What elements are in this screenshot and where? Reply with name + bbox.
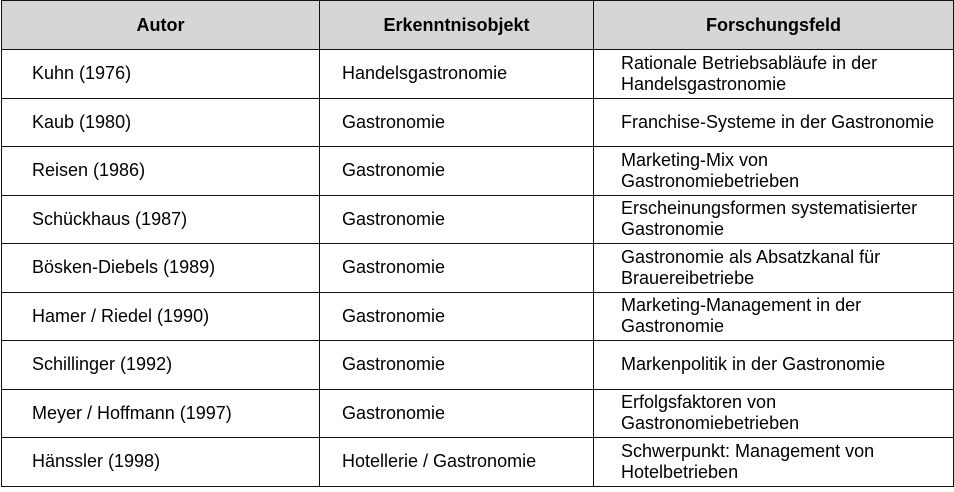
table-row <box>2 389 954 438</box>
author-cell: Bösken-Diebels (1989) <box>2 244 320 293</box>
author-cell: Kaub (1980) <box>2 98 320 147</box>
object-cell: Gastronomie <box>320 98 594 147</box>
table-row <box>2 50 954 99</box>
author-cell: Reisen (1986) <box>2 147 320 196</box>
field-cell: Rationale Betriebsabläufe in der Handelsgastronomie <box>594 50 954 99</box>
author-cell: Schückhaus (1987) <box>2 195 320 244</box>
object-cell: Gastronomie <box>320 244 594 293</box>
field-cell: Erfolgsfaktoren von Gastronomiebetrieben <box>594 389 954 438</box>
table-row <box>2 292 954 341</box>
author-cell: Schillinger (1992) <box>2 341 320 390</box>
object-cell: Handelsgastronomie <box>320 50 594 99</box>
field-cell: Markenpolitik in der Gastronomie <box>594 341 954 390</box>
header-erkenntnisobjekt: Erkenntnisobjekt <box>320 1 594 50</box>
object-cell: Gastronomie <box>320 341 594 390</box>
author-cell: Hamer / Riedel (1990) <box>2 292 320 341</box>
table-row <box>2 147 954 196</box>
field-cell: Schwerpunkt: Management von Hotelbetrieben <box>594 438 954 487</box>
object-cell: Gastronomie <box>320 147 594 196</box>
table-row <box>2 341 954 390</box>
object-cell: Gastronomie <box>320 292 594 341</box>
field-cell: Marketing-Mix von Gastronomiebetrieben <box>594 147 954 196</box>
object-cell: Hotellerie / Gastronomie <box>320 438 594 487</box>
table-row <box>2 244 954 293</box>
table-row <box>2 195 954 244</box>
author-cell: Hänssler (1998) <box>2 438 320 487</box>
header-row <box>2 1 954 50</box>
field-cell: Marketing-Management in der Gastronomie <box>594 292 954 341</box>
author-cell: Kuhn (1976) <box>2 50 320 99</box>
object-cell: Gastronomie <box>320 389 594 438</box>
header-forschungsfeld: Forschungsfeld <box>594 1 954 50</box>
field-cell: Franchise-Systeme in der Gastronomie <box>594 98 954 147</box>
literature-table <box>1 0 954 487</box>
header-autor: Autor <box>2 1 320 50</box>
field-cell: Erscheinungsformen systematisierter Gastronomie <box>594 195 954 244</box>
author-cell: Meyer / Hoffmann (1997) <box>2 389 320 438</box>
object-cell: Gastronomie <box>320 195 594 244</box>
table-row <box>2 98 954 147</box>
field-cell: Gastronomie als Absatzkanal für Brauereibetriebe <box>594 244 954 293</box>
table-row <box>2 438 954 487</box>
